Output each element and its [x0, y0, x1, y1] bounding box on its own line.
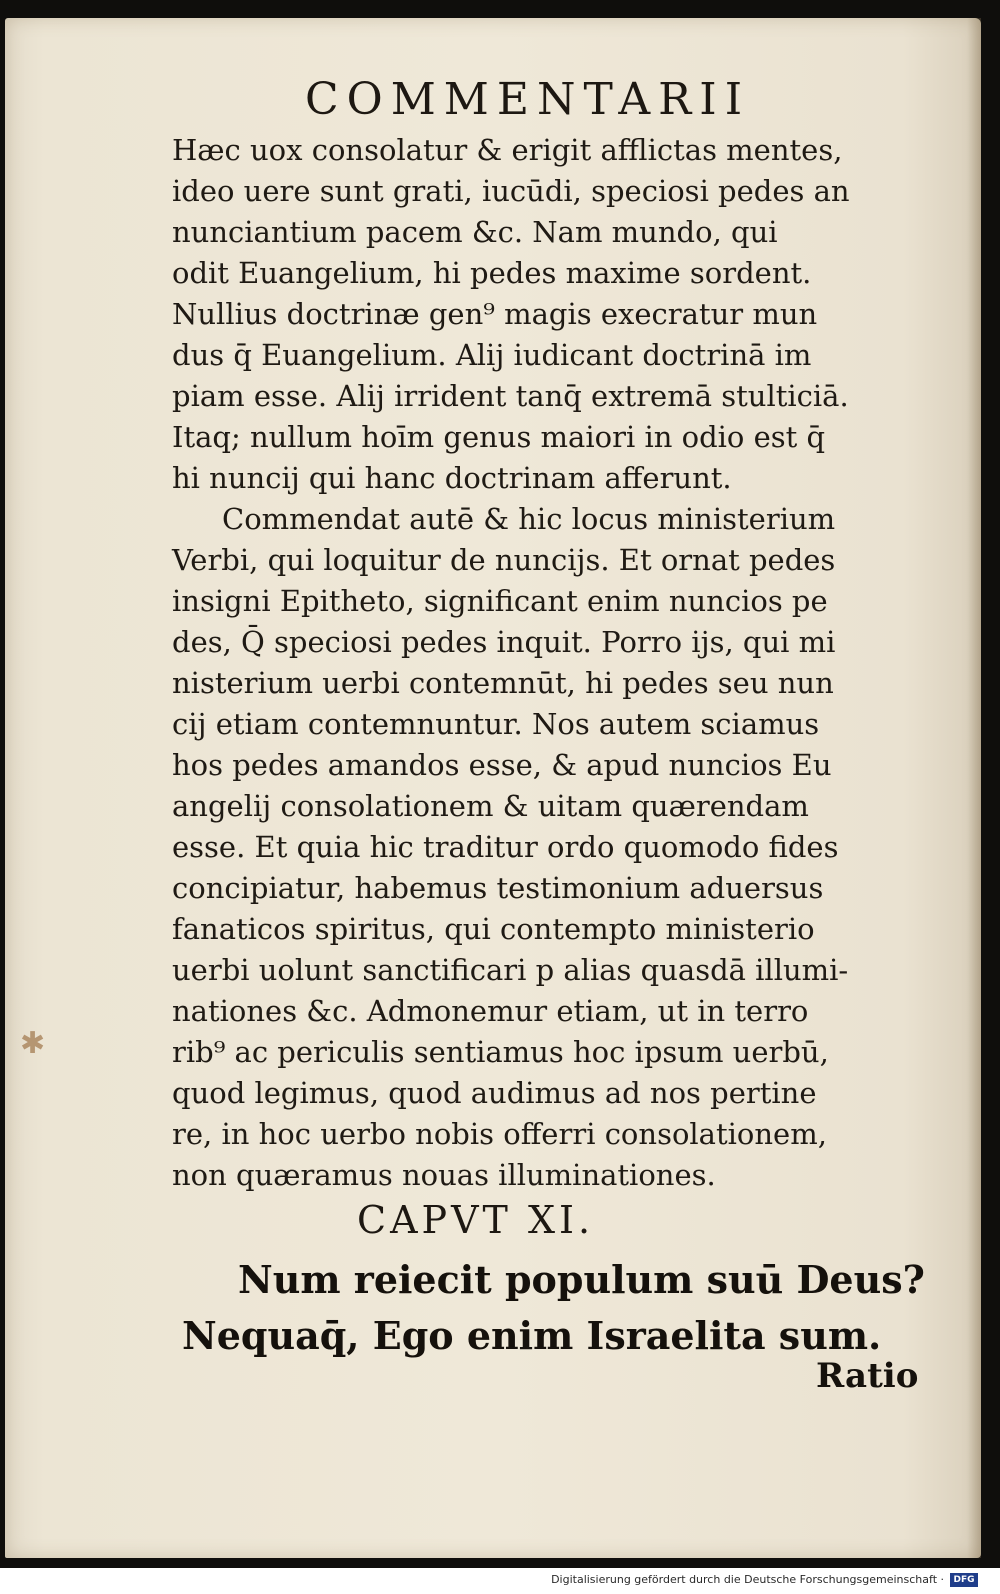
dfg-logo: DFG [950, 1573, 978, 1587]
text-line: Nullius doctrinæ gen⁹ magis execratur mun [172, 297, 818, 331]
text-line: hi nuncij qui hanc doctrinam afferunt. [172, 461, 732, 495]
body-text [172, 130, 912, 1196]
text-line: rib⁹ ac periculis sentiamus hoc ipsum uerbū, [172, 1035, 829, 1069]
running-head: COMMENTARII [305, 74, 751, 125]
text-line: uerbi uolunt sanctificari p alias quasdā illumi- [172, 953, 849, 987]
chapter-heading: CAPVT XI. [357, 1198, 595, 1242]
text-line: ideo uere sunt grati, iucūdi, speciosi pedes an [172, 174, 850, 208]
paragraph-first-line: Commendat autē & hic locus ministerium [222, 502, 836, 536]
funding-note: Digitalisierung gefördert durch die Deutsche Forschungsgemeinschaft · [551, 1573, 944, 1586]
text-line: fanaticos spiritus, qui contempto ministerio [172, 912, 815, 946]
page-fore-edge [967, 18, 981, 1558]
catchword: Ratio [816, 1356, 919, 1396]
text-line: dus q̄ Euangelium. Alij iudicant doctrinā im [172, 338, 812, 372]
text-line: non quæramus nouas illuminationes. [172, 1158, 716, 1192]
text-line: angelij consolationem & uitam quærendam [172, 789, 809, 823]
text-line: re, in hoc uerbo nobis offerri consolationem, [172, 1117, 827, 1151]
text-line: odit Euangelium, hi pedes maxime sordent. [172, 256, 812, 290]
ink-stain-mark: ✱ [20, 1026, 46, 1061]
text-line: nationes &c. Admonemur etiam, ut in terro [172, 994, 809, 1028]
text-line: concipiatur, habemus testimonium aduersus [172, 871, 824, 905]
verse-text [182, 1252, 925, 1364]
text-line: quod legimus, quod audimus ad nos pertine [172, 1076, 817, 1110]
verse-line: Num reiecit populum suū Deus? [238, 1257, 925, 1302]
text-line: nunciantium pacem &c. Nam mundo, qui [172, 215, 778, 249]
text-line: Hæc uox consolatur & erigit afflictas mentes, [172, 133, 843, 167]
text-line: piam esse. Alij irrident tanq̄ extremā stulticiā. [172, 379, 849, 413]
footer-bar [0, 1568, 1000, 1594]
text-line: Verbi, qui loquitur de nuncijs. Et ornat pedes [172, 543, 836, 577]
text-line: esse. Et quia hic traditur ordo quomodo fides [172, 830, 839, 864]
text-line: Itaq; nullum hoīm genus maiori in odio est q̄ [172, 420, 826, 454]
text-line: insigni Epitheto, significant enim nuncios pe [172, 584, 828, 618]
text-line: cij etiam contemnuntur. Nos autem sciamus [172, 707, 820, 741]
text-line: nisterium uerbi contemnūt, hi pedes seu nun [172, 666, 834, 700]
verse-line: Nequaq̄, Ego enim Israelita sum. [182, 1313, 882, 1358]
text-line: des, Q̄ speciosi pedes inquit. Porro ijs, qui mi [172, 625, 836, 659]
text-line: hos pedes amandos esse, & apud nuncios Eu [172, 748, 832, 782]
